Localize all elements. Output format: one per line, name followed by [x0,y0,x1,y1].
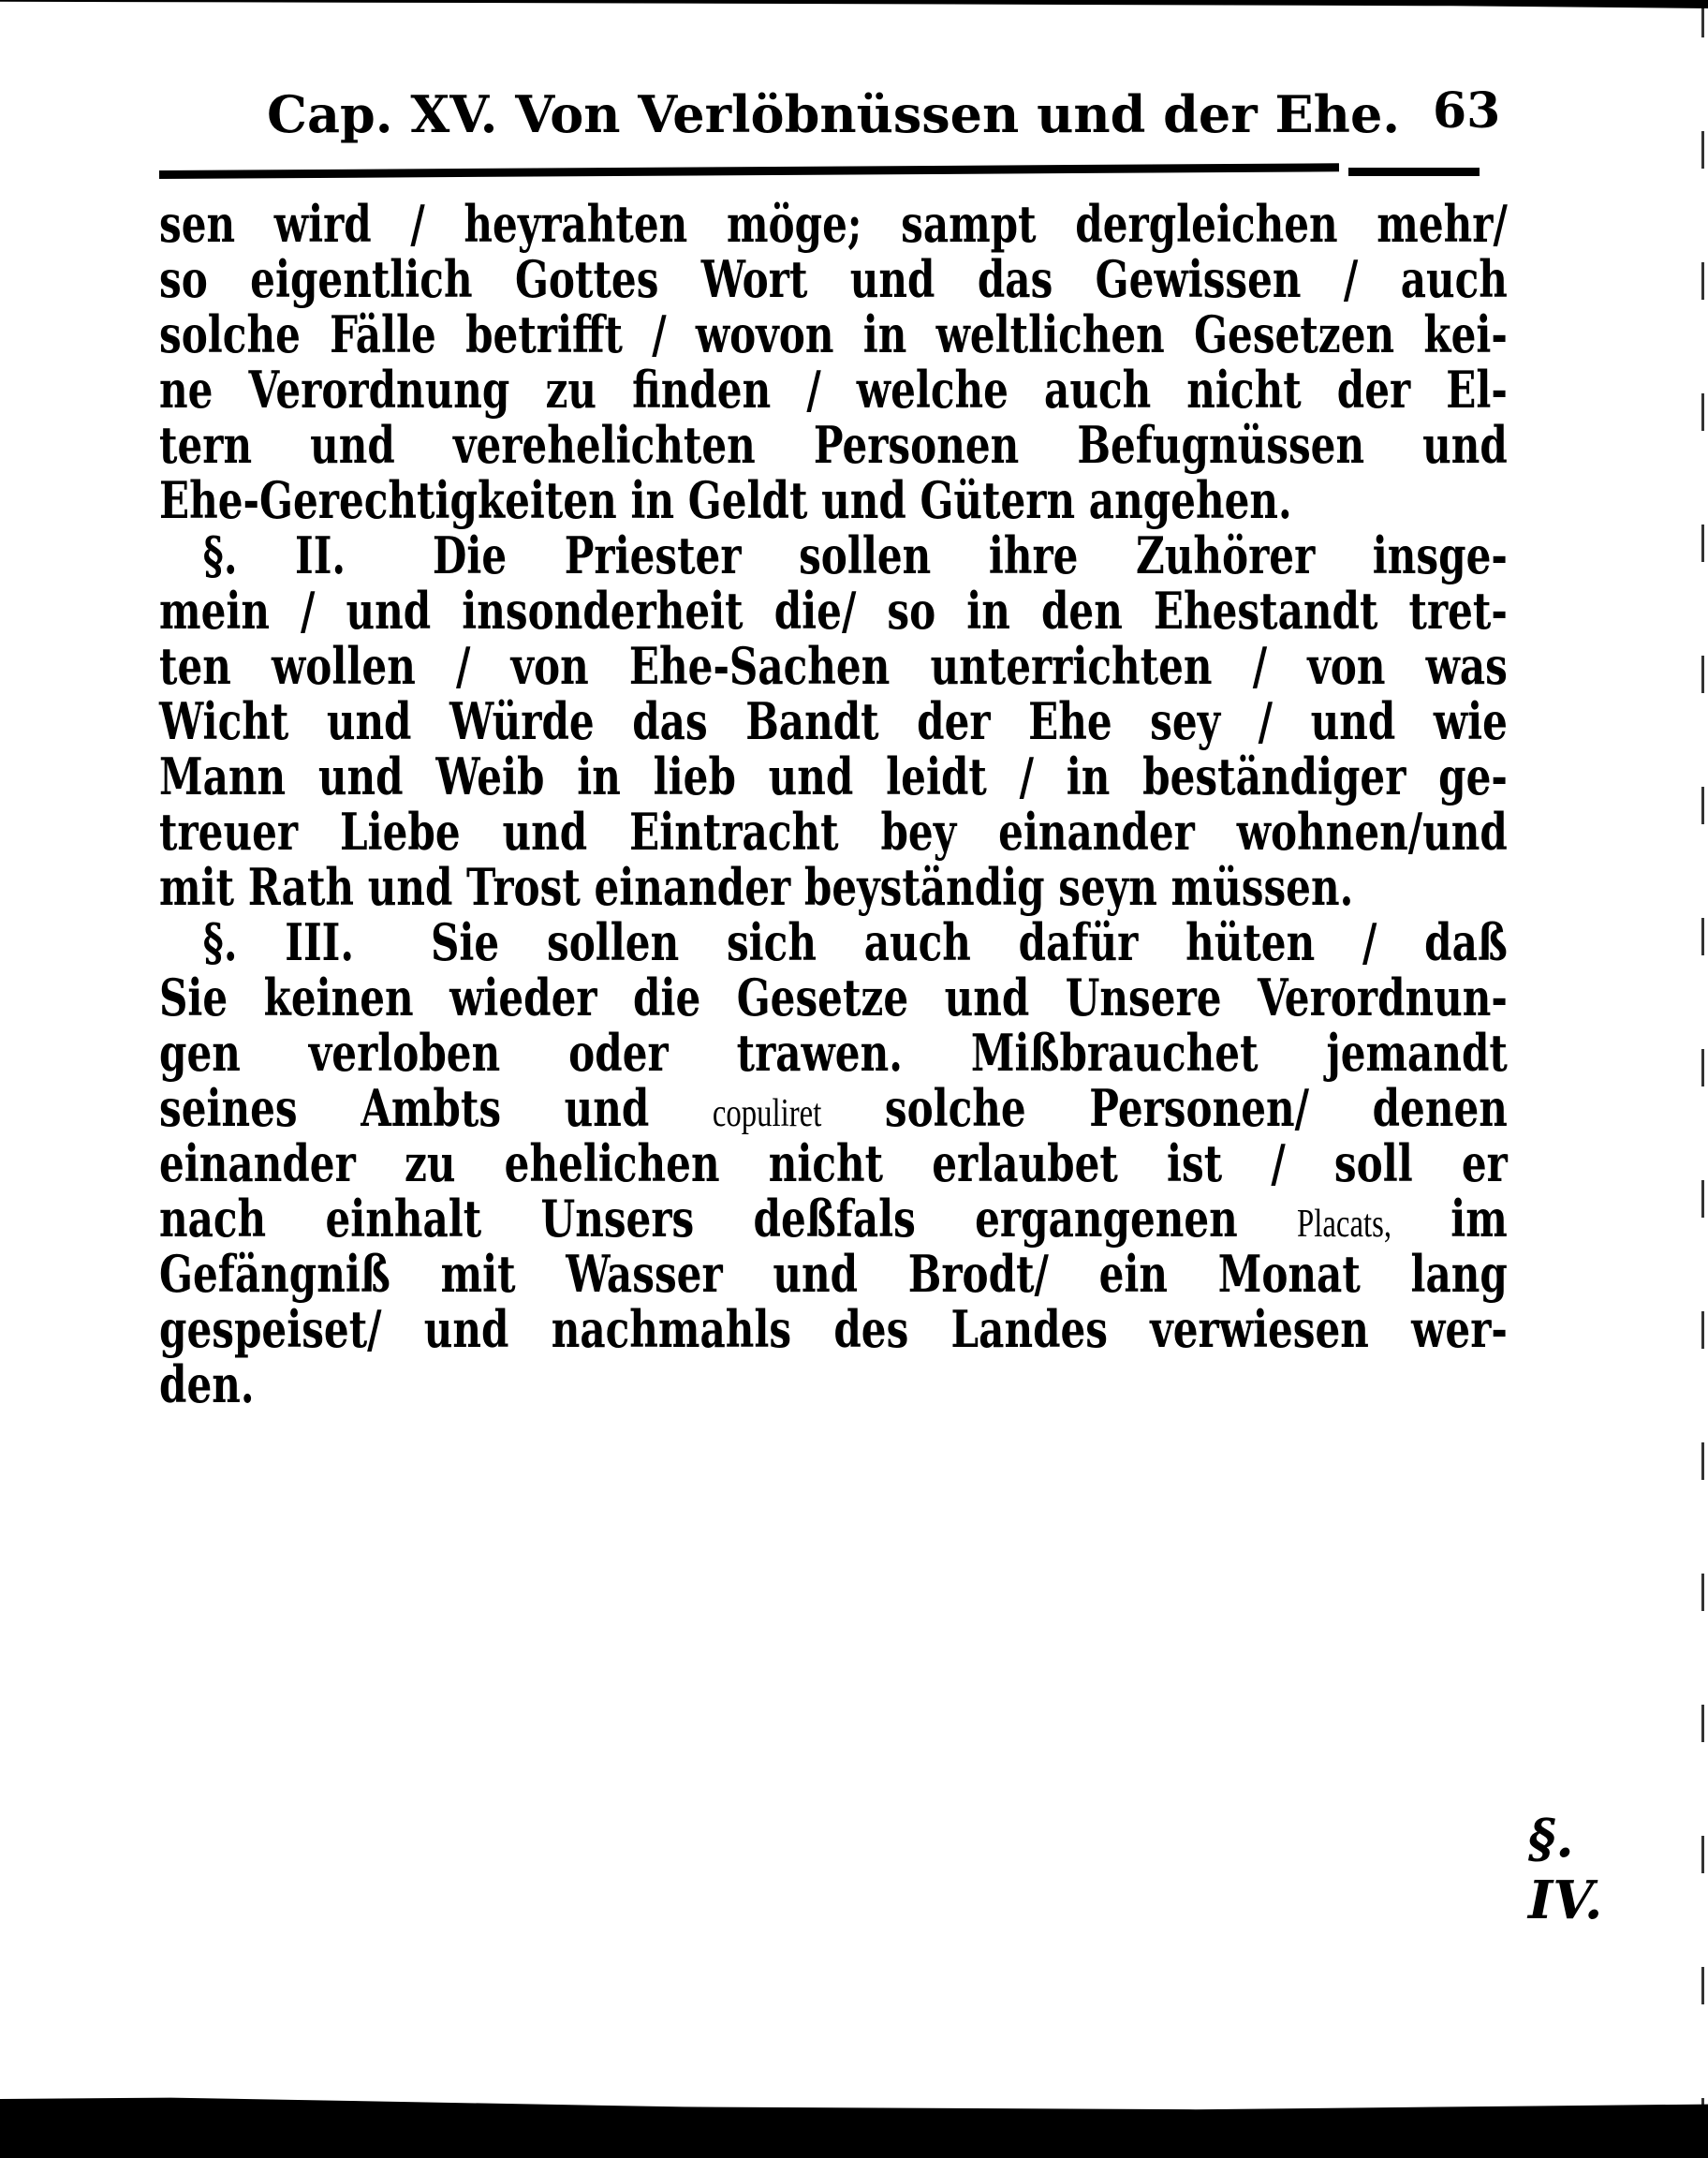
latin-term: Placats, [1297,1203,1392,1246]
text-line: mit Rath und Trost einander beyständig seyn müssen. [159,857,1354,917]
section-2-first-line: Die Priester sollen ihre Zuhörer insge- [432,525,1508,585]
text-line: den. [159,1354,255,1414]
text-line: gespeiset/ und nachmahls des Landes verwiesen wer- [159,1299,1508,1359]
scan-top-edge [0,0,1708,8]
text-line: Gefängniß mit Wasser und Brodt/ ein Monat lang [159,1244,1508,1304]
text-line: mein / und insonderheit die/ so in den Ehestandt tret- [159,581,1508,641]
book-page [159,75,1603,1931]
text-line: gen verloben oder trawen. Mißbrauchet jemandt [159,1023,1508,1083]
section-3-first-line: Sie sollen sich auch dafür hüten / daß [431,912,1508,972]
header-rule [159,163,1339,179]
text-line: tern und verehelichten Personen Befugnüssen und [159,415,1508,475]
text-line: so eigentlich Gottes Wort und das Gewissen / auch [159,249,1508,309]
text-line: Sie keinen wieder die Gesetze und Unsere Verordnun- [159,968,1508,1027]
text-line: ne Verordnung zu finden / welche auch nicht der El- [159,360,1508,420]
text-fragment: nach einhalt Unsers deßfals ergangenen [159,1189,1238,1249]
running-title: Cap. XV. Von Verlöbnüssen und der Ehe. [267,84,1401,144]
text-line: solche Fälle betrifft / wovon in weltlichen Gesetzen kei- [159,304,1508,364]
text-fragment: im [1450,1189,1508,1249]
page-number: 63 [1433,82,1501,140]
text-line: sen wird / heyrahten möge; sampt dergleichen mehr/ [159,194,1508,254]
latin-term: copuliret [712,1092,822,1135]
section-mark: §. III. [202,912,355,972]
scan-right-edge [1701,0,1704,2158]
text-line: Mann und Weib in lieb und leidt / in beständiger ge- [159,746,1508,806]
text-line: treuer Liebe und Eintracht bey einander wohnen/und [159,802,1508,862]
text-line [159,1078,1508,1138]
text-fragment: solche Personen/ denen [884,1078,1508,1138]
section-2-heading-line [159,525,1508,585]
scan-bottom-edge [0,2092,1708,2158]
running-head [159,75,1508,150]
body-text [159,194,1508,1414]
header-rule-right [1348,168,1480,176]
text-line [159,1191,1508,1247]
section-mark: §. II. [202,525,346,585]
text-line: ten wollen / von Ehe-Sachen unterrichten / von was [159,636,1508,696]
section-3-heading-line [159,912,1508,972]
text-line: Wicht und Würde das Bandt der Ehe sey / und wie [159,691,1508,751]
text-line: Ehe-Gerechtigkeiten in Geldt und Gütern angehen. [159,470,1292,530]
catchword: §. IV. [1528,1808,1603,1931]
text-line: einander zu ehelichen nicht erlaubet ist / soll er [159,1133,1508,1193]
text-fragment: seines Ambts und [159,1078,650,1138]
